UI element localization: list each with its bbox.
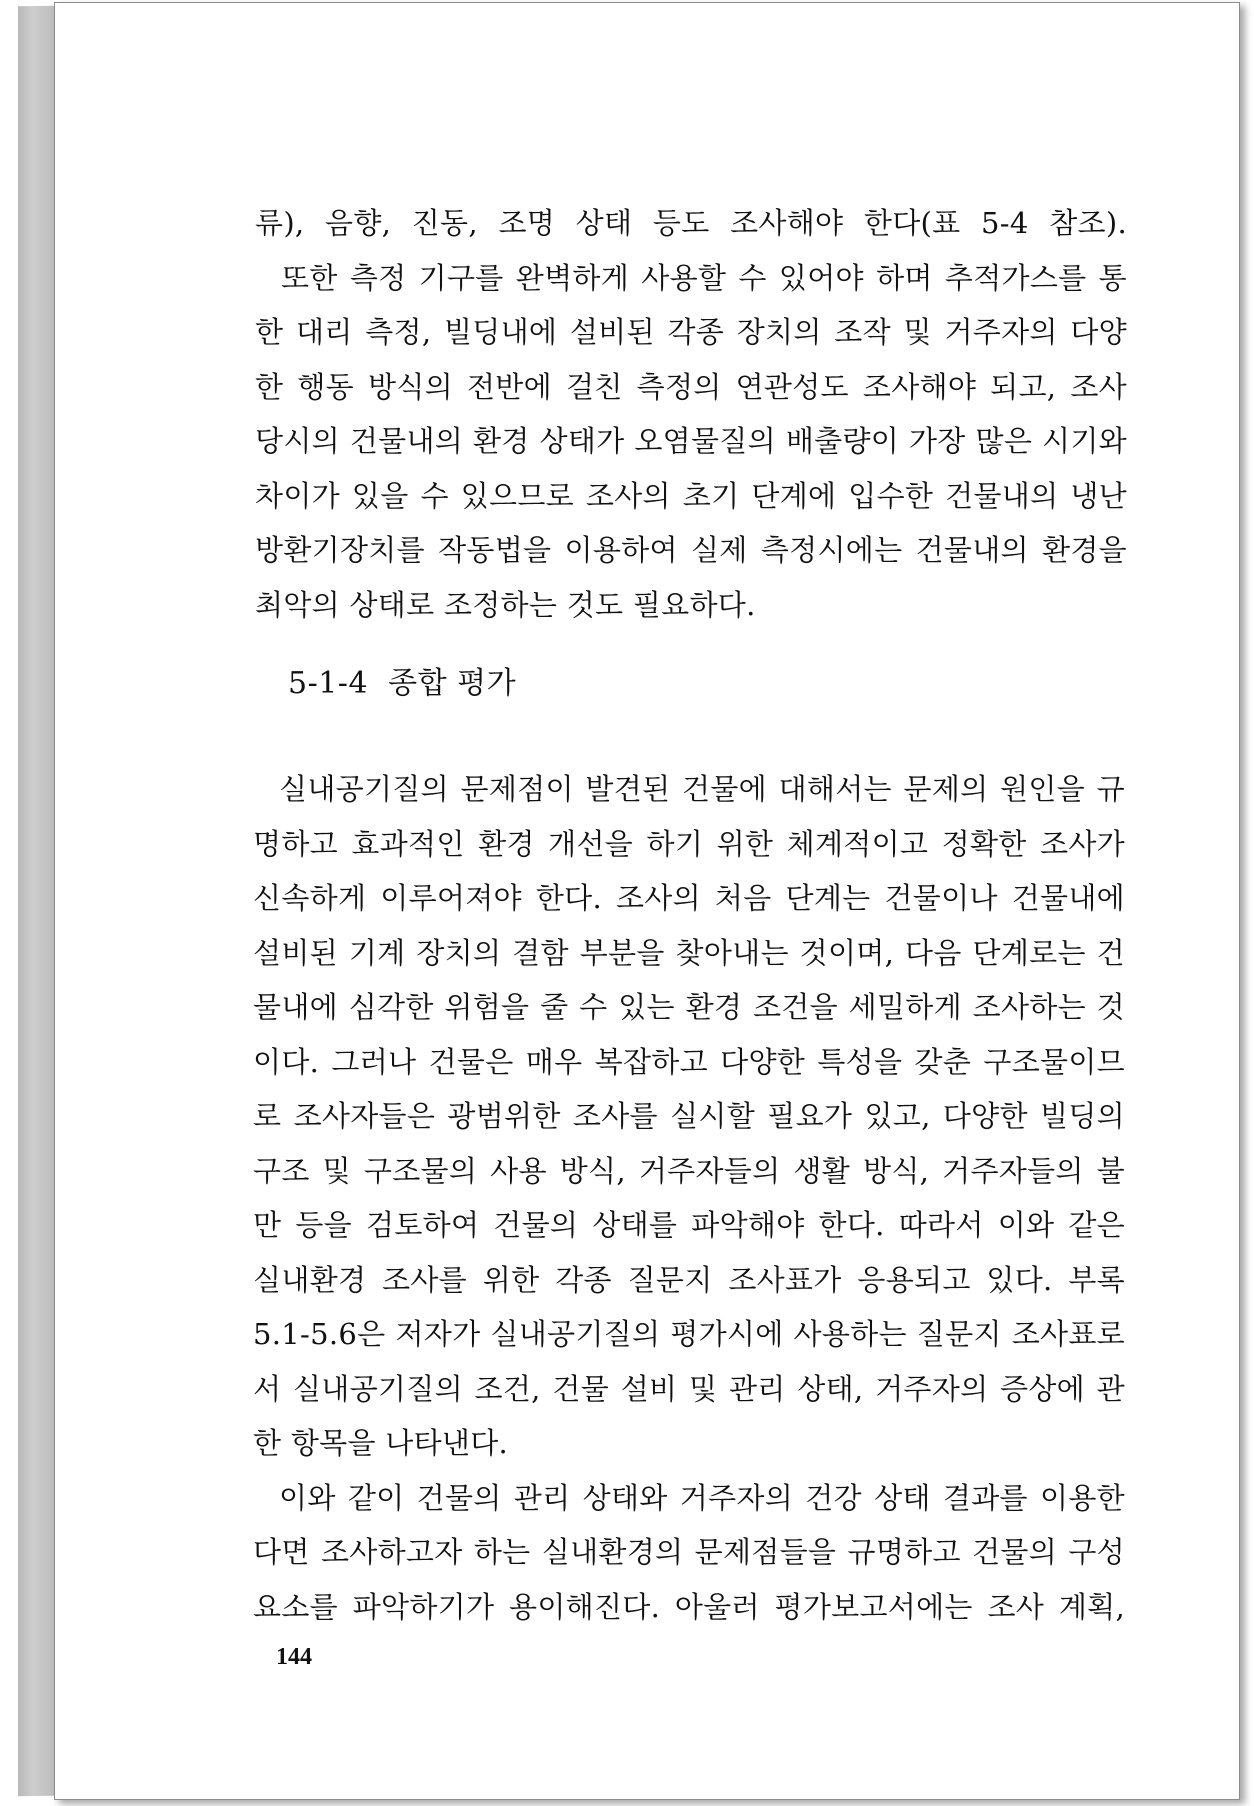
paragraph-line: 류), 음향, 진동, 조명 상태 등도 조사해야 한다(표 5-4 참조). xyxy=(255,206,1127,240)
paragraph-line: 만 등을 검토하여 건물의 상태를 파악해야 한다. 따라서 이와 같은 xyxy=(253,1208,1125,1242)
paragraph-line: 요소를 파악하기가 용이해진다. 아울러 평가보고서에는 조사 계획, xyxy=(253,1589,1125,1624)
paragraph-line: 실내환경 조사를 위한 각종 질문지 조사표가 응용되고 있다. 부록 xyxy=(253,1262,1125,1297)
paragraph-line: 물내에 심각한 위험을 줄 수 있는 환경 조건을 세밀하게 조사하는 것 xyxy=(253,990,1125,1024)
paragraph-line: 다면 조사하고자 하는 실내환경의 문제점들을 규명하고 건물의 구성 xyxy=(253,1535,1125,1569)
paragraph-line: 이다. 그러나 건물은 매우 복잡하고 다양한 특성을 갖춘 구조물이므 xyxy=(253,1044,1125,1079)
paragraph-line: 차이가 있을 수 있으므로 조사의 초기 단계에 입수한 건물내의 냉난 xyxy=(255,478,1127,513)
paragraph-line: 설비된 기계 장치의 결함 부분을 찾아내는 것이며, 다음 단계로는 건 xyxy=(253,935,1125,970)
paragraph-line: 당시의 건물내의 환경 상태가 오염물질의 배출량이 가장 많은 시기와 xyxy=(255,424,1127,458)
section-number: 5-1-4 xyxy=(288,666,369,701)
paragraph-line: 한 대리 측정, 빌딩내에 설비된 각종 장치의 조작 및 거주자의 다양 xyxy=(255,315,1127,349)
paragraph-line: 신속하게 이루어져야 한다. 조사의 처음 단계는 건물이나 건물내에 xyxy=(253,881,1125,915)
paragraph-line: 한 항목을 나타낸다. xyxy=(253,1426,509,1460)
paragraph-line: 최악의 상태로 조정하는 것도 필요하다. xyxy=(255,587,756,622)
paragraph-line: 로 조사자들은 광범위한 조사를 실시할 필요가 있고, 다양한 빌딩의 xyxy=(253,1099,1125,1133)
paragraph-line: 실내공기질의 문제점이 발견된 건물에 대해서는 문제의 원인을 규 xyxy=(279,772,1125,806)
section-title: 종합 평가 xyxy=(388,666,517,701)
paragraph-line: 서 실내공기질의 조건, 건물 설비 및 관리 상태, 거주자의 증상에 관 xyxy=(253,1371,1125,1406)
paragraph-line: 이와 같이 건물의 관리 상태와 거주자의 건강 상태 결과를 이용한 xyxy=(279,1480,1125,1515)
paragraph-line: 구조 및 구조물의 사용 방식, 거주자들의 생활 방식, 거주자들의 불 xyxy=(253,1153,1125,1188)
paragraph-1 xyxy=(255,196,1127,632)
paragraph-line: 또한 측정 기구를 완벽하게 사용할 수 있어야 하며 추적가스를 통 xyxy=(281,260,1127,295)
paragraph-2 xyxy=(253,762,1125,1634)
paragraph-line: 한 행동 방식의 전반에 걸친 측정의 연관성도 조사해야 되고, 조사 xyxy=(255,369,1127,404)
paragraph-line: 방환기장치를 작동법을 이용하여 실제 측정시에는 건물내의 환경을 xyxy=(255,533,1127,567)
section-heading xyxy=(288,658,516,702)
paragraph-line: 5.1-5.6은 저자가 실내공기질의 평가시에 사용하는 질문지 조사표로 xyxy=(253,1317,1125,1351)
page-number: 144 xyxy=(276,1644,312,1670)
paragraph-line: 명하고 효과적인 환경 개선을 하기 위한 체계적이고 정확한 조사가 xyxy=(253,826,1125,861)
book-spine xyxy=(18,6,57,1796)
